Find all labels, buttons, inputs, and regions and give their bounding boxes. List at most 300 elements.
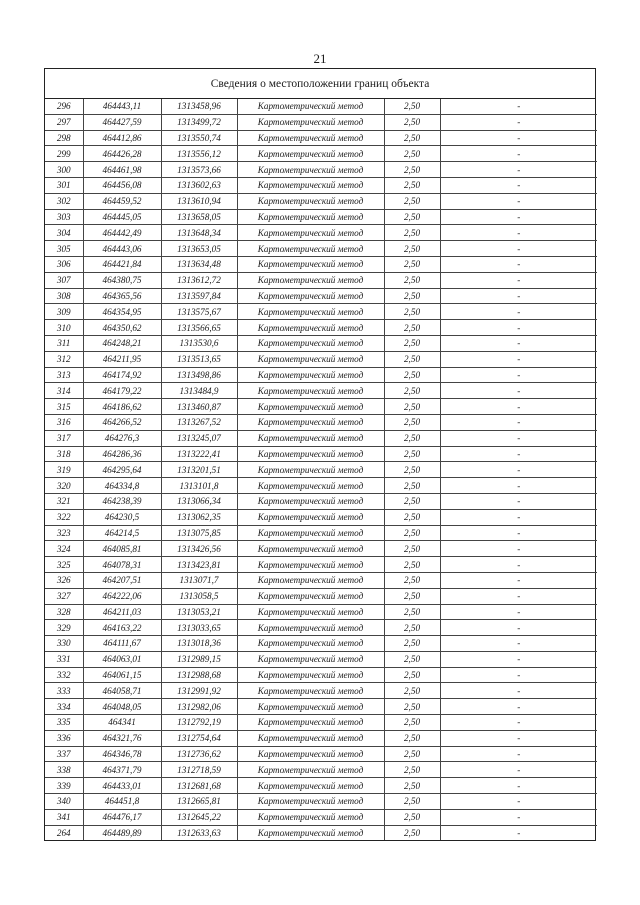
table-row — [45, 399, 597, 415]
accuracy-cell: 2,50 — [384, 320, 440, 336]
y-coordinate-cell: 1313101,8 — [161, 478, 237, 494]
accuracy-cell: 2,50 — [384, 730, 440, 746]
accuracy-cell: 2,50 — [384, 414, 440, 430]
accuracy-cell: 2,50 — [384, 588, 440, 604]
accuracy-cell: 2,50 — [384, 651, 440, 667]
y-coordinate-cell: 1313575,67 — [161, 304, 237, 320]
y-coordinate-cell: 1313071,7 — [161, 572, 237, 588]
method-cell: Картометрический метод — [237, 525, 384, 541]
point-number-cell: 296 — [45, 99, 83, 114]
boundary-table-frame — [44, 68, 596, 841]
x-coordinate-cell: 464186,62 — [83, 399, 161, 415]
y-coordinate-cell: 1313423,81 — [161, 557, 237, 573]
y-coordinate-cell: 1313634,48 — [161, 256, 237, 272]
point-number-cell: 319 — [45, 462, 83, 478]
accuracy-cell: 2,50 — [384, 130, 440, 146]
table-row — [45, 525, 597, 541]
table-row — [45, 114, 597, 130]
method-cell: Картометрический метод — [237, 288, 384, 304]
point-number-cell: 323 — [45, 525, 83, 541]
note-cell: - — [440, 241, 597, 257]
table-row — [45, 446, 597, 462]
method-cell: Картометрический метод — [237, 320, 384, 336]
method-cell: Картометрический метод — [237, 430, 384, 446]
note-cell: - — [440, 715, 597, 731]
accuracy-cell: 2,50 — [384, 493, 440, 509]
y-coordinate-cell: 1312718,59 — [161, 762, 237, 778]
x-coordinate-cell: 464214,5 — [83, 525, 161, 541]
method-cell: Картометрический метод — [237, 778, 384, 794]
method-cell: Картометрический метод — [237, 304, 384, 320]
table-row — [45, 683, 597, 699]
y-coordinate-cell: 1313033,65 — [161, 620, 237, 636]
point-number-cell: 264 — [45, 825, 83, 840]
point-number-cell: 322 — [45, 509, 83, 525]
table-row — [45, 320, 597, 336]
y-coordinate-cell: 1313426,56 — [161, 541, 237, 557]
note-cell: - — [440, 446, 597, 462]
table-heading: Сведения о местоположении границ объекта — [45, 69, 595, 99]
accuracy-cell: 2,50 — [384, 99, 440, 114]
accuracy-cell: 2,50 — [384, 825, 440, 840]
method-cell: Картометрический метод — [237, 99, 384, 114]
point-number-cell: 320 — [45, 478, 83, 494]
table-row — [45, 794, 597, 810]
y-coordinate-cell: 1313245,07 — [161, 430, 237, 446]
note-cell: - — [440, 557, 597, 573]
method-cell: Картометрический метод — [237, 683, 384, 699]
note-cell: - — [440, 383, 597, 399]
note-cell: - — [440, 509, 597, 525]
table-row — [45, 414, 597, 430]
y-coordinate-cell: 1313075,85 — [161, 525, 237, 541]
method-cell: Картометрический метод — [237, 256, 384, 272]
x-coordinate-cell: 464445,05 — [83, 209, 161, 225]
table-row — [45, 478, 597, 494]
table-row — [45, 762, 597, 778]
y-coordinate-cell: 1313513,65 — [161, 351, 237, 367]
note-cell: - — [440, 746, 597, 762]
note-cell: - — [440, 335, 597, 351]
x-coordinate-cell: 464371,79 — [83, 762, 161, 778]
note-cell: - — [440, 620, 597, 636]
accuracy-cell: 2,50 — [384, 209, 440, 225]
accuracy-cell: 2,50 — [384, 636, 440, 652]
x-coordinate-cell: 464286,36 — [83, 446, 161, 462]
accuracy-cell: 2,50 — [384, 241, 440, 257]
accuracy-cell: 2,50 — [384, 162, 440, 178]
x-coordinate-cell: 464321,76 — [83, 730, 161, 746]
note-cell: - — [440, 288, 597, 304]
x-coordinate-cell: 464248,21 — [83, 335, 161, 351]
x-coordinate-cell: 464063,01 — [83, 651, 161, 667]
table-row — [45, 462, 597, 478]
note-cell: - — [440, 162, 597, 178]
point-number-cell: 336 — [45, 730, 83, 746]
method-cell: Картометрический метод — [237, 462, 384, 478]
x-coordinate-cell: 464266,52 — [83, 414, 161, 430]
table-row — [45, 351, 597, 367]
note-cell: - — [440, 525, 597, 541]
accuracy-cell: 2,50 — [384, 462, 440, 478]
method-cell: Картометрический метод — [237, 177, 384, 193]
accuracy-cell: 2,50 — [384, 225, 440, 241]
accuracy-cell: 2,50 — [384, 335, 440, 351]
table-row — [45, 304, 597, 320]
x-coordinate-cell: 464451,8 — [83, 794, 161, 810]
note-cell: - — [440, 683, 597, 699]
x-coordinate-cell: 464163,22 — [83, 620, 161, 636]
y-coordinate-cell: 1312982,06 — [161, 699, 237, 715]
point-number-cell: 308 — [45, 288, 83, 304]
accuracy-cell: 2,50 — [384, 525, 440, 541]
point-number-cell: 310 — [45, 320, 83, 336]
y-coordinate-cell: 1313612,72 — [161, 272, 237, 288]
point-number-cell: 304 — [45, 225, 83, 241]
point-number-cell: 321 — [45, 493, 83, 509]
note-cell: - — [440, 809, 597, 825]
accuracy-cell: 2,50 — [384, 683, 440, 699]
table-row — [45, 493, 597, 509]
note-cell: - — [440, 493, 597, 509]
note-cell: - — [440, 146, 597, 162]
y-coordinate-cell: 1313460,87 — [161, 399, 237, 415]
table-row — [45, 620, 597, 636]
y-coordinate-cell: 1313550,74 — [161, 130, 237, 146]
y-coordinate-cell: 1313530,6 — [161, 335, 237, 351]
point-number-cell: 313 — [45, 367, 83, 383]
y-coordinate-cell: 1313573,66 — [161, 162, 237, 178]
method-cell: Картометрический метод — [237, 809, 384, 825]
method-cell: Картометрический метод — [237, 209, 384, 225]
note-cell: - — [440, 651, 597, 667]
point-number-cell: 337 — [45, 746, 83, 762]
method-cell: Картометрический метод — [237, 699, 384, 715]
accuracy-cell: 2,50 — [384, 288, 440, 304]
table-row — [45, 193, 597, 209]
accuracy-cell: 2,50 — [384, 193, 440, 209]
table-row — [45, 99, 597, 114]
x-coordinate-cell: 464078,31 — [83, 557, 161, 573]
x-coordinate-cell: 464421,84 — [83, 256, 161, 272]
accuracy-cell: 2,50 — [384, 557, 440, 573]
method-cell: Картометрический метод — [237, 162, 384, 178]
point-number-cell: 312 — [45, 351, 83, 367]
table-row — [45, 667, 597, 683]
note-cell: - — [440, 177, 597, 193]
y-coordinate-cell: 1313566,65 — [161, 320, 237, 336]
method-cell: Картометрический метод — [237, 509, 384, 525]
note-cell: - — [440, 730, 597, 746]
point-number-cell: 326 — [45, 572, 83, 588]
table-row — [45, 746, 597, 762]
table-row — [45, 651, 597, 667]
point-number-cell: 315 — [45, 399, 83, 415]
table-row — [45, 825, 597, 840]
method-cell: Картометрический метод — [237, 351, 384, 367]
accuracy-cell: 2,50 — [384, 478, 440, 494]
table-row — [45, 256, 597, 272]
y-coordinate-cell: 1313058,5 — [161, 588, 237, 604]
table-row — [45, 177, 597, 193]
point-number-cell: 333 — [45, 683, 83, 699]
x-coordinate-cell: 464111,67 — [83, 636, 161, 652]
table-row — [45, 604, 597, 620]
note-cell: - — [440, 99, 597, 114]
table-row — [45, 209, 597, 225]
accuracy-cell: 2,50 — [384, 399, 440, 415]
method-cell: Картометрический метод — [237, 225, 384, 241]
accuracy-cell: 2,50 — [384, 177, 440, 193]
point-number-cell: 316 — [45, 414, 83, 430]
note-cell: - — [440, 478, 597, 494]
y-coordinate-cell: 1313458,96 — [161, 99, 237, 114]
x-coordinate-cell: 464456,08 — [83, 177, 161, 193]
coordinates-table — [45, 99, 597, 840]
note-cell: - — [440, 225, 597, 241]
x-coordinate-cell: 464211,03 — [83, 604, 161, 620]
point-number-cell: 324 — [45, 541, 83, 557]
method-cell: Картометрический метод — [237, 478, 384, 494]
point-number-cell: 325 — [45, 557, 83, 573]
x-coordinate-cell: 464058,71 — [83, 683, 161, 699]
note-cell: - — [440, 541, 597, 557]
method-cell: Картометрический метод — [237, 667, 384, 683]
point-number-cell: 341 — [45, 809, 83, 825]
note-cell: - — [440, 762, 597, 778]
accuracy-cell: 2,50 — [384, 367, 440, 383]
y-coordinate-cell: 1313653,05 — [161, 241, 237, 257]
point-number-cell: 335 — [45, 715, 83, 731]
x-coordinate-cell: 464412,86 — [83, 130, 161, 146]
method-cell: Картометрический метод — [237, 572, 384, 588]
y-coordinate-cell: 1312736,62 — [161, 746, 237, 762]
x-coordinate-cell: 464489,89 — [83, 825, 161, 840]
y-coordinate-cell: 1312665,81 — [161, 794, 237, 810]
x-coordinate-cell: 464207,51 — [83, 572, 161, 588]
table-row — [45, 588, 597, 604]
method-cell: Картометрический метод — [237, 620, 384, 636]
method-cell: Картометрический метод — [237, 146, 384, 162]
table-row — [45, 636, 597, 652]
y-coordinate-cell: 1313053,21 — [161, 604, 237, 620]
point-number-cell: 340 — [45, 794, 83, 810]
note-cell: - — [440, 304, 597, 320]
point-number-cell: 311 — [45, 335, 83, 351]
x-coordinate-cell: 464211,95 — [83, 351, 161, 367]
x-coordinate-cell: 464433,01 — [83, 778, 161, 794]
table-row — [45, 335, 597, 351]
point-number-cell: 314 — [45, 383, 83, 399]
note-cell: - — [440, 256, 597, 272]
x-coordinate-cell: 464427,59 — [83, 114, 161, 130]
point-number-cell: 307 — [45, 272, 83, 288]
x-coordinate-cell: 464443,11 — [83, 99, 161, 114]
x-coordinate-cell: 464238,39 — [83, 493, 161, 509]
point-number-cell: 303 — [45, 209, 83, 225]
accuracy-cell: 2,50 — [384, 541, 440, 557]
table-row — [45, 383, 597, 399]
table-row — [45, 162, 597, 178]
accuracy-cell: 2,50 — [384, 114, 440, 130]
y-coordinate-cell: 1313602,63 — [161, 177, 237, 193]
note-cell: - — [440, 588, 597, 604]
x-coordinate-cell: 464061,15 — [83, 667, 161, 683]
note-cell: - — [440, 367, 597, 383]
accuracy-cell: 2,50 — [384, 272, 440, 288]
note-cell: - — [440, 272, 597, 288]
x-coordinate-cell: 464222,06 — [83, 588, 161, 604]
accuracy-cell: 2,50 — [384, 446, 440, 462]
point-number-cell: 299 — [45, 146, 83, 162]
y-coordinate-cell: 1313610,94 — [161, 193, 237, 209]
table-row — [45, 778, 597, 794]
x-coordinate-cell: 464380,75 — [83, 272, 161, 288]
note-cell: - — [440, 414, 597, 430]
method-cell: Картометрический метод — [237, 241, 384, 257]
x-coordinate-cell: 464346,78 — [83, 746, 161, 762]
method-cell: Картометрический метод — [237, 825, 384, 840]
method-cell: Картометрический метод — [237, 730, 384, 746]
note-cell: - — [440, 794, 597, 810]
x-coordinate-cell: 464276,3 — [83, 430, 161, 446]
point-number-cell: 300 — [45, 162, 83, 178]
accuracy-cell: 2,50 — [384, 304, 440, 320]
table-row — [45, 367, 597, 383]
note-cell: - — [440, 320, 597, 336]
method-cell: Картометрический метод — [237, 588, 384, 604]
x-coordinate-cell: 464442,49 — [83, 225, 161, 241]
accuracy-cell: 2,50 — [384, 620, 440, 636]
accuracy-cell: 2,50 — [384, 146, 440, 162]
method-cell: Картометрический метод — [237, 493, 384, 509]
point-number-cell: 338 — [45, 762, 83, 778]
method-cell: Картометрический метод — [237, 557, 384, 573]
method-cell: Картометрический метод — [237, 715, 384, 731]
method-cell: Картометрический метод — [237, 636, 384, 652]
method-cell: Картометрический метод — [237, 762, 384, 778]
table-row — [45, 809, 597, 825]
point-number-cell: 318 — [45, 446, 83, 462]
y-coordinate-cell: 1313484,9 — [161, 383, 237, 399]
x-coordinate-cell: 464350,62 — [83, 320, 161, 336]
y-coordinate-cell: 1313498,86 — [161, 367, 237, 383]
note-cell: - — [440, 636, 597, 652]
accuracy-cell: 2,50 — [384, 604, 440, 620]
y-coordinate-cell: 1312988,68 — [161, 667, 237, 683]
method-cell: Картометрический метод — [237, 446, 384, 462]
y-coordinate-cell: 1312645,22 — [161, 809, 237, 825]
accuracy-cell: 2,50 — [384, 430, 440, 446]
method-cell: Картометрический метод — [237, 130, 384, 146]
accuracy-cell: 2,50 — [384, 746, 440, 762]
y-coordinate-cell: 1313597,84 — [161, 288, 237, 304]
accuracy-cell: 2,50 — [384, 778, 440, 794]
x-coordinate-cell: 464461,98 — [83, 162, 161, 178]
point-number-cell: 329 — [45, 620, 83, 636]
table-row — [45, 225, 597, 241]
accuracy-cell: 2,50 — [384, 383, 440, 399]
method-cell: Картометрический метод — [237, 367, 384, 383]
y-coordinate-cell: 1313062,35 — [161, 509, 237, 525]
note-cell: - — [440, 778, 597, 794]
note-cell: - — [440, 462, 597, 478]
accuracy-cell: 2,50 — [384, 256, 440, 272]
table-row — [45, 730, 597, 746]
method-cell: Картометрический метод — [237, 604, 384, 620]
x-coordinate-cell: 464295,64 — [83, 462, 161, 478]
note-cell: - — [440, 430, 597, 446]
table-row — [45, 541, 597, 557]
x-coordinate-cell: 464334,8 — [83, 478, 161, 494]
note-cell: - — [440, 130, 597, 146]
note-cell: - — [440, 604, 597, 620]
accuracy-cell: 2,50 — [384, 762, 440, 778]
point-number-cell: 301 — [45, 177, 83, 193]
y-coordinate-cell: 1313018,36 — [161, 636, 237, 652]
method-cell: Картометрический метод — [237, 399, 384, 415]
accuracy-cell: 2,50 — [384, 667, 440, 683]
x-coordinate-cell: 464443,06 — [83, 241, 161, 257]
y-coordinate-cell: 1313066,34 — [161, 493, 237, 509]
accuracy-cell: 2,50 — [384, 699, 440, 715]
x-coordinate-cell: 464179,22 — [83, 383, 161, 399]
point-number-cell: 332 — [45, 667, 83, 683]
method-cell: Картометрический метод — [237, 114, 384, 130]
table-row — [45, 430, 597, 446]
y-coordinate-cell: 1312989,15 — [161, 651, 237, 667]
x-coordinate-cell: 464230,5 — [83, 509, 161, 525]
note-cell: - — [440, 351, 597, 367]
y-coordinate-cell: 1312681,68 — [161, 778, 237, 794]
table-row — [45, 715, 597, 731]
table-row — [45, 272, 597, 288]
x-coordinate-cell: 464365,56 — [83, 288, 161, 304]
y-coordinate-cell: 1313648,34 — [161, 225, 237, 241]
accuracy-cell: 2,50 — [384, 794, 440, 810]
x-coordinate-cell: 464048,05 — [83, 699, 161, 715]
y-coordinate-cell: 1313222,41 — [161, 446, 237, 462]
accuracy-cell: 2,50 — [384, 572, 440, 588]
accuracy-cell: 2,50 — [384, 715, 440, 731]
method-cell: Картометрический метод — [237, 541, 384, 557]
point-number-cell: 302 — [45, 193, 83, 209]
x-coordinate-cell: 464085,81 — [83, 541, 161, 557]
page-number: 21 — [313, 51, 327, 66]
y-coordinate-cell: 1313499,72 — [161, 114, 237, 130]
point-number-cell: 309 — [45, 304, 83, 320]
y-coordinate-cell: 1312991,92 — [161, 683, 237, 699]
method-cell: Картометрический метод — [237, 651, 384, 667]
table-row — [45, 146, 597, 162]
table-row — [45, 572, 597, 588]
point-number-cell: 334 — [45, 699, 83, 715]
point-number-cell: 306 — [45, 256, 83, 272]
note-cell: - — [440, 193, 597, 209]
table-row — [45, 130, 597, 146]
accuracy-cell: 2,50 — [384, 351, 440, 367]
method-cell: Картометрический метод — [237, 746, 384, 762]
coordinates-table-body — [45, 99, 597, 840]
point-number-cell: 330 — [45, 636, 83, 652]
y-coordinate-cell: 1312633,63 — [161, 825, 237, 840]
x-coordinate-cell: 464476,17 — [83, 809, 161, 825]
x-coordinate-cell: 464354,95 — [83, 304, 161, 320]
y-coordinate-cell: 1313658,05 — [161, 209, 237, 225]
point-number-cell: 331 — [45, 651, 83, 667]
point-number-cell: 298 — [45, 130, 83, 146]
method-cell: Картометрический метод — [237, 335, 384, 351]
